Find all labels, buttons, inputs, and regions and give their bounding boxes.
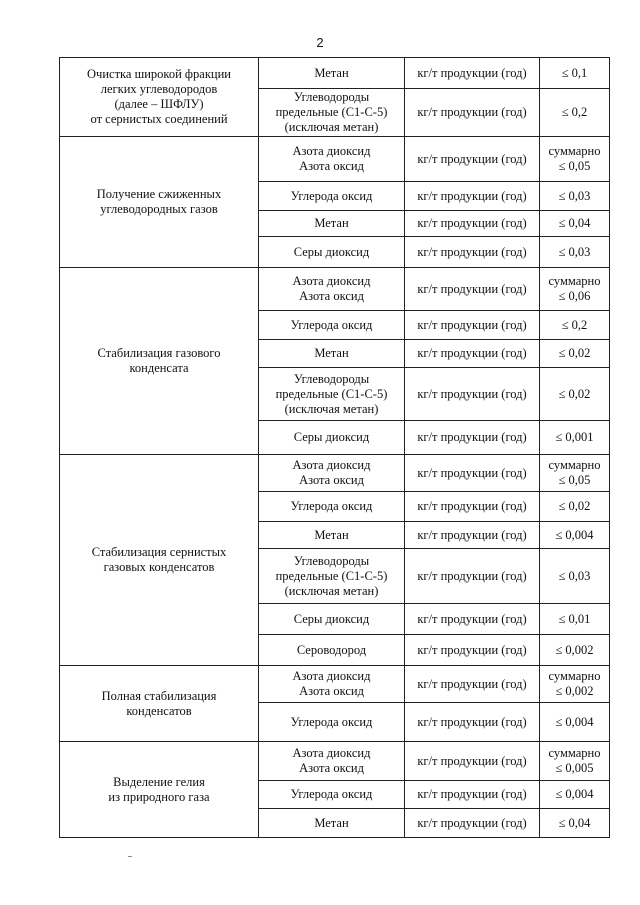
table-row — [60, 455, 610, 492]
substance-cell: Серы диоксид — [259, 237, 405, 268]
limit-value-cell: ≤ 0,02 — [540, 368, 610, 421]
limit-value-cell: суммарно ≤ 0,05 — [540, 137, 610, 182]
limit-value-cell: ≤ 0,001 — [540, 421, 610, 455]
limit-value-cell: ≤ 0,004 — [540, 522, 610, 549]
table-row — [60, 137, 610, 182]
substance-cell: Серы диоксид — [259, 421, 405, 455]
scan-mark — [128, 856, 132, 857]
substance-cell: Углеводороды предельные (С1-С-5) (исключая метан) — [259, 368, 405, 421]
process-cell: Выделение гелия из природного газа — [60, 742, 259, 838]
page-number: 2 — [316, 35, 324, 50]
unit-cell: кг/т продукции (год) — [405, 58, 540, 89]
process-cell: Стабилизация сернистых газовых конденсатов — [60, 455, 259, 666]
limit-value-cell: ≤ 0,04 — [540, 809, 610, 838]
unit-cell: кг/т продукции (год) — [405, 666, 540, 703]
unit-cell: кг/т продукции (год) — [405, 742, 540, 781]
process-cell: Очистка широкой фракции легких углеводородов (далее – ШФЛУ) от сернистых соединений — [60, 58, 259, 137]
emissions-table — [59, 57, 610, 838]
unit-cell: кг/т продукции (год) — [405, 340, 540, 368]
limit-value-cell: ≤ 0,002 — [540, 635, 610, 666]
unit-cell: кг/т продукции (год) — [405, 522, 540, 549]
limit-value-cell: ≤ 0,004 — [540, 781, 610, 809]
unit-cell: кг/т продукции (год) — [405, 549, 540, 604]
unit-cell: кг/т продукции (год) — [405, 268, 540, 311]
substance-cell: Углерода оксид — [259, 492, 405, 522]
substance-cell: Азота диоксид Азота оксид — [259, 666, 405, 703]
substance-cell: Метан — [259, 809, 405, 838]
table-row — [60, 58, 610, 89]
emissions-table-body — [60, 58, 610, 838]
substance-cell: Метан — [259, 522, 405, 549]
limit-value-cell: ≤ 0,04 — [540, 211, 610, 237]
unit-cell: кг/т продукции (год) — [405, 781, 540, 809]
process-cell: Полная стабилизация конденсатов — [60, 666, 259, 742]
unit-cell: кг/т продукции (год) — [405, 211, 540, 237]
process-cell: Стабилизация газового конденсата — [60, 268, 259, 455]
limit-value-cell: ≤ 0,004 — [540, 703, 610, 742]
table-row — [60, 742, 610, 781]
limit-value-cell: ≤ 0,2 — [540, 311, 610, 340]
substance-cell: Углеводороды предельные (С1-С-5) (исключая метан) — [259, 89, 405, 137]
unit-cell: кг/т продукции (год) — [405, 635, 540, 666]
substance-cell: Метан — [259, 58, 405, 89]
limit-value-cell: ≤ 0,03 — [540, 182, 610, 211]
substance-cell: Углерода оксид — [259, 311, 405, 340]
process-cell: Получение сжиженных углеводородных газов — [60, 137, 259, 268]
limit-value-cell: ≤ 0,02 — [540, 492, 610, 522]
substance-cell: Азота диоксид Азота оксид — [259, 268, 405, 311]
substance-cell: Азота диоксид Азота оксид — [259, 137, 405, 182]
unit-cell: кг/т продукции (год) — [405, 492, 540, 522]
unit-cell: кг/т продукции (год) — [405, 368, 540, 421]
limit-value-cell: суммарно ≤ 0,005 — [540, 742, 610, 781]
substance-cell: Метан — [259, 340, 405, 368]
substance-cell: Углерода оксид — [259, 703, 405, 742]
table-row — [60, 268, 610, 311]
limit-value-cell: ≤ 0,03 — [540, 549, 610, 604]
unit-cell: кг/т продукции (год) — [405, 455, 540, 492]
table-row — [60, 666, 610, 703]
limit-value-cell: ≤ 0,2 — [540, 89, 610, 137]
unit-cell: кг/т продукции (год) — [405, 703, 540, 742]
substance-cell: Сероводород — [259, 635, 405, 666]
unit-cell: кг/т продукции (год) — [405, 604, 540, 635]
unit-cell: кг/т продукции (год) — [405, 421, 540, 455]
limit-value-cell: суммарно ≤ 0,06 — [540, 268, 610, 311]
substance-cell: Метан — [259, 211, 405, 237]
substance-cell: Серы диоксид — [259, 604, 405, 635]
limit-value-cell: суммарно ≤ 0,05 — [540, 455, 610, 492]
limit-value-cell: суммарно ≤ 0,002 — [540, 666, 610, 703]
limit-value-cell: ≤ 0,02 — [540, 340, 610, 368]
unit-cell: кг/т продукции (год) — [405, 311, 540, 340]
unit-cell: кг/т продукции (год) — [405, 237, 540, 268]
substance-cell: Азота диоксид Азота оксид — [259, 455, 405, 492]
unit-cell: кг/т продукции (год) — [405, 809, 540, 838]
substance-cell: Углерода оксид — [259, 182, 405, 211]
limit-value-cell: ≤ 0,1 — [540, 58, 610, 89]
substance-cell: Азота диоксид Азота оксид — [259, 742, 405, 781]
substance-cell: Углеводороды предельные (С1-С-5) (исключая метан) — [259, 549, 405, 604]
limit-value-cell: ≤ 0,01 — [540, 604, 610, 635]
unit-cell: кг/т продукции (год) — [405, 137, 540, 182]
limit-value-cell: ≤ 0,03 — [540, 237, 610, 268]
unit-cell: кг/т продукции (год) — [405, 182, 540, 211]
substance-cell: Углерода оксид — [259, 781, 405, 809]
unit-cell: кг/т продукции (год) — [405, 89, 540, 137]
